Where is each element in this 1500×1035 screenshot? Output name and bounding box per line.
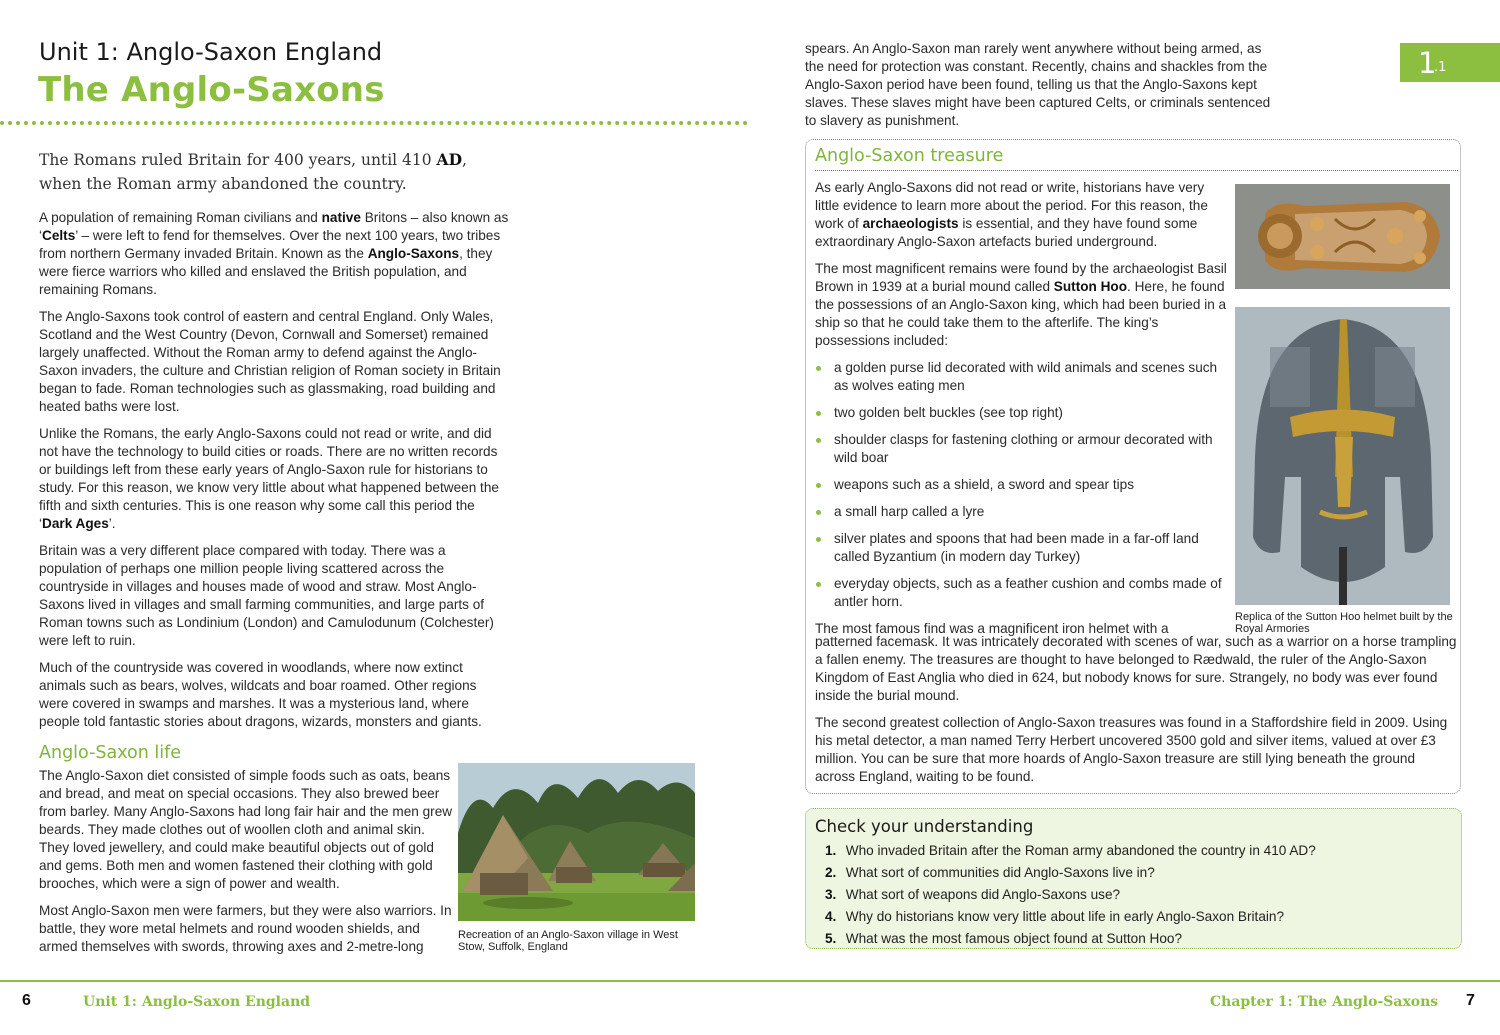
village-illustration — [458, 763, 695, 921]
treasure-paragraph-1 — [815, 179, 1230, 251]
treasure-paragraph-2 — [815, 260, 1230, 350]
list-item-text: a small harp called a lyre — [834, 504, 985, 519]
unit-heading: Unit 1: Anglo-Saxon England — [39, 38, 383, 66]
life-paragraph-1: The Anglo-Saxon diet consisted of simple foods such as oats, beans and bread, and meat on special occasions. They also brewed beer from barley. Many Anglo-Saxons had long fair hair and the men grew beards. They made clothes out of woollen cloth and animal skin. They loved jewellery, and could make beautiful objects out of gold and gems. Both men and women fastened their clothing with gold brooches, which were a sign of power and wealth. — [39, 768, 453, 891]
keyword-native: native — [321, 210, 361, 225]
question-text: What sort of weapons did Anglo-Saxons use? — [845, 887, 1121, 902]
question-number: 4. — [825, 909, 837, 924]
continued-paragraph: spears. An Anglo-Saxon man rarely went anywhere without being armed, as the need for protection was constant. Recently, chains and shackles from the Anglo-Saxon period have been found, telling us that the Anglo-Saxons kept slaves. These slaves might have been captured Celts, or criminals sentenced to slavery as punishment. — [805, 41, 1271, 128]
intro-text-ad: AD — [436, 150, 463, 169]
tp2-a: The most magnificent remains were found by the archaeologist Basil Brown in 1939 at a burial mound called — [815, 261, 1227, 294]
treasure-paragraph-3b: patterned facemask. It was intricately decorated with scenes of war, such as a warrior on a horse trampling a fallen enemy. The treasures are thought to have belonged to Rædwald, the ruler of the Anglo-Saxon Kingdom of East Anglia who died in 624, but nobody knows for sure. Strangely, no body was ever found inside the burial mound. — [815, 634, 1457, 703]
belt-buckle-illustration — [1235, 184, 1450, 289]
question-item — [825, 928, 1445, 950]
left-page — [0, 0, 750, 980]
bullet-icon — [816, 483, 821, 488]
list-item — [815, 530, 1230, 566]
p3-c: ’. — [108, 516, 116, 531]
helmet-illustration — [1235, 307, 1450, 605]
keyword-archaeologists: archaeologists — [862, 216, 959, 231]
life-heading: Anglo-Saxon life — [39, 743, 182, 763]
paragraph-3 — [39, 425, 509, 533]
question-number: 1. — [825, 843, 837, 858]
question-text: Who invaded Britain after the Roman army abandoned the country in 410 AD? — [845, 843, 1316, 858]
list-item-text: a golden purse lid decorated with wild animals and scenes such as wolves eating men — [834, 360, 1218, 393]
village-photo — [458, 763, 695, 921]
question-number: 5. — [825, 931, 837, 946]
p3-a: Unlike the Romans, the early Anglo-Saxons could not read or write, and did not have the technology to build cities or roads. There are no written records or buildings left from these early years of Anglo-Saxon rule for historians to study. For this reason, we know very little about what happened between the fifth and sixth centuries. This is one reason why some call this period the ‘ — [39, 426, 499, 531]
belt-buckle-photo — [1235, 184, 1450, 289]
bullet-icon — [816, 582, 821, 587]
check-heading: Check your understanding — [815, 817, 1034, 836]
section-number-badge — [1400, 43, 1500, 82]
keyword-dark-ages: Dark Ages — [42, 516, 109, 531]
question-item — [825, 862, 1445, 884]
list-item-text: weapons such as a shield, a sword and spear tips — [834, 477, 1134, 492]
p1-c: Britons – also known as ‘ — [39, 210, 509, 243]
p1-e: ’ – were left to fend for themselves. Over the next 100 years, two tribes from northern Germany invaded Britain. Known as the — [39, 228, 501, 261]
question-text: What was the most famous object found at Sutton Hoo? — [845, 931, 1183, 946]
left-page-number: 6 — [22, 992, 31, 1009]
keyword-anglo-saxons: Anglo-Saxons — [367, 246, 460, 261]
footer-chapter-label: Chapter 1: The Anglo-Saxons — [1210, 994, 1439, 1010]
p1-g: , they were fierce warriors who killed and enslaved the British population, and remaining Romans. — [39, 246, 493, 297]
helmet-photo-caption: Replica of the Sutton Hoo helmet built by the Royal Armories — [1235, 611, 1453, 635]
check-understanding-box — [805, 808, 1462, 949]
list-item — [815, 575, 1230, 611]
tp1-a: As early Anglo-Saxons did not read or write, historians have very little evidence to learn more about the period. For this reason, the work of — [815, 180, 1208, 231]
question-number: 3. — [825, 887, 837, 902]
life-paragraph-2: Most Anglo-Saxon men were farmers, but they were also warriors. In battle, they wore metal helmets and round wooden shields, and armed themselves with swords, throwing axes and 2-metre-long — [39, 903, 452, 954]
keyword-sutton-hoo: Sutton Hoo — [1053, 279, 1128, 294]
paragraph-1 — [39, 209, 509, 299]
possessions-list — [815, 359, 1230, 611]
intro-text-c: , when the Roman army abandoned the country. — [39, 151, 467, 193]
helmet-photo — [1235, 307, 1450, 605]
question-item — [825, 906, 1445, 928]
p1-a: A population of remaining Roman civilians and — [39, 210, 322, 225]
list-item-text: silver plates and spoons that had been made in a far-off land called Byzantium (in modern day Turkey) — [834, 531, 1199, 564]
section-subnumber: .1 — [1434, 60, 1447, 75]
paragraph-5: Much of the countryside was covered in woodlands, where now extinct animals such as bears, wolves, wildcats and boar roamed. Other regions were covered in swamps and marshes. It was a mysterious land, where people told fantastic stories about dragons, wizards, monsters and giants. — [39, 660, 482, 729]
intro-text-a: The Romans ruled Britain for 400 years, until 410 — [39, 151, 437, 169]
village-photo-caption: Recreation of an Anglo-Saxon village in West Stow, Suffolk, England — [458, 929, 678, 953]
treasure-heading: Anglo-Saxon treasure — [815, 146, 1004, 166]
list-item — [815, 503, 1230, 521]
paragraph-2: The Anglo-Saxons took control of eastern and central England. Only Wales, Scotland and the West Country (Devon, Cornwall and Somerset) remained largely unaffected. Without the Roman army to defend against the Anglo-Saxon invaders, the culture and Christian religion of Roman society in Britain began to fade. Roman technologies such as glassmaking, road building and heated baths were lost. — [39, 309, 501, 414]
main-text-column — [39, 209, 509, 740]
footer-rule — [0, 980, 1500, 982]
treasure-text-column — [815, 179, 1230, 647]
dotted-divider — [0, 121, 748, 125]
list-item-text: two golden belt buckles (see top right) — [834, 405, 1063, 420]
treasure-paragraph-4: The second greatest collection of Anglo-Saxon treasures was found in a Staffordshire field in 2009. Using his metal detector, a man named Terry Herbert uncovered 3500 gold and silver items, valued at over £3 million. You can be sure that more hoards of Anglo-Saxon treasure are still lying beneath the ground across England, waiting to be found. — [815, 715, 1448, 784]
treasure-wide-text — [815, 633, 1457, 795]
paragraph-4: Britain was a very different place compared with today. There was a population of perhaps one million people living scattered across the countryside in villages and houses made of wood and straw. Most Anglo-Saxons lived in villages and small farming communities, and large parts of Roman towns such as Londinium (London) and Camulodunum (Colchester) were left to ruin. — [39, 543, 494, 648]
list-item — [815, 359, 1230, 395]
bullet-icon — [816, 510, 821, 515]
list-item-text: shoulder clasps for fastening clothing or armour decorated with wild boar — [834, 432, 1213, 465]
questions-list — [825, 840, 1445, 950]
footer-unit-label: Unit 1: Anglo-Saxon England — [83, 994, 311, 1010]
right-page — [750, 0, 1500, 980]
bullet-icon — [816, 537, 821, 542]
bullet-icon — [816, 411, 821, 416]
keyword-celts: Celts — [42, 228, 76, 243]
section-number: 1 — [1418, 46, 1437, 80]
treasure-heading-rule — [815, 170, 1458, 171]
list-item — [815, 404, 1230, 422]
list-item-text: everyday objects, such as a feather cushion and combs made of antler horn. — [834, 576, 1222, 609]
bullet-icon — [816, 438, 821, 443]
right-page-number: 7 — [1466, 992, 1475, 1009]
list-item — [815, 476, 1230, 494]
life-text-column — [39, 767, 455, 965]
tp1-c: is essential, and they have found some extraordinary Anglo-Saxon artefacts buried underground. — [815, 216, 1198, 249]
question-text: What sort of communities did Anglo-Saxons live in? — [845, 865, 1155, 880]
question-text: Why do historians know very little about life in early Anglo-Saxon Britain? — [845, 909, 1285, 924]
treasure-paragraph-3a: The most famous find was a magnificent iron helmet with a — [815, 621, 1169, 636]
bullet-icon — [816, 366, 821, 371]
intro-paragraph — [39, 148, 509, 196]
page-title: The Anglo-Saxons — [38, 70, 385, 110]
list-item — [815, 431, 1230, 467]
question-number: 2. — [825, 865, 837, 880]
question-item — [825, 884, 1445, 906]
tp2-c: . Here, he found the possessions of an Anglo-Saxon king, which had been buried in a ship so that he could take them to the afterlife. The king’s possessions included: — [815, 279, 1227, 348]
question-item — [825, 840, 1445, 862]
